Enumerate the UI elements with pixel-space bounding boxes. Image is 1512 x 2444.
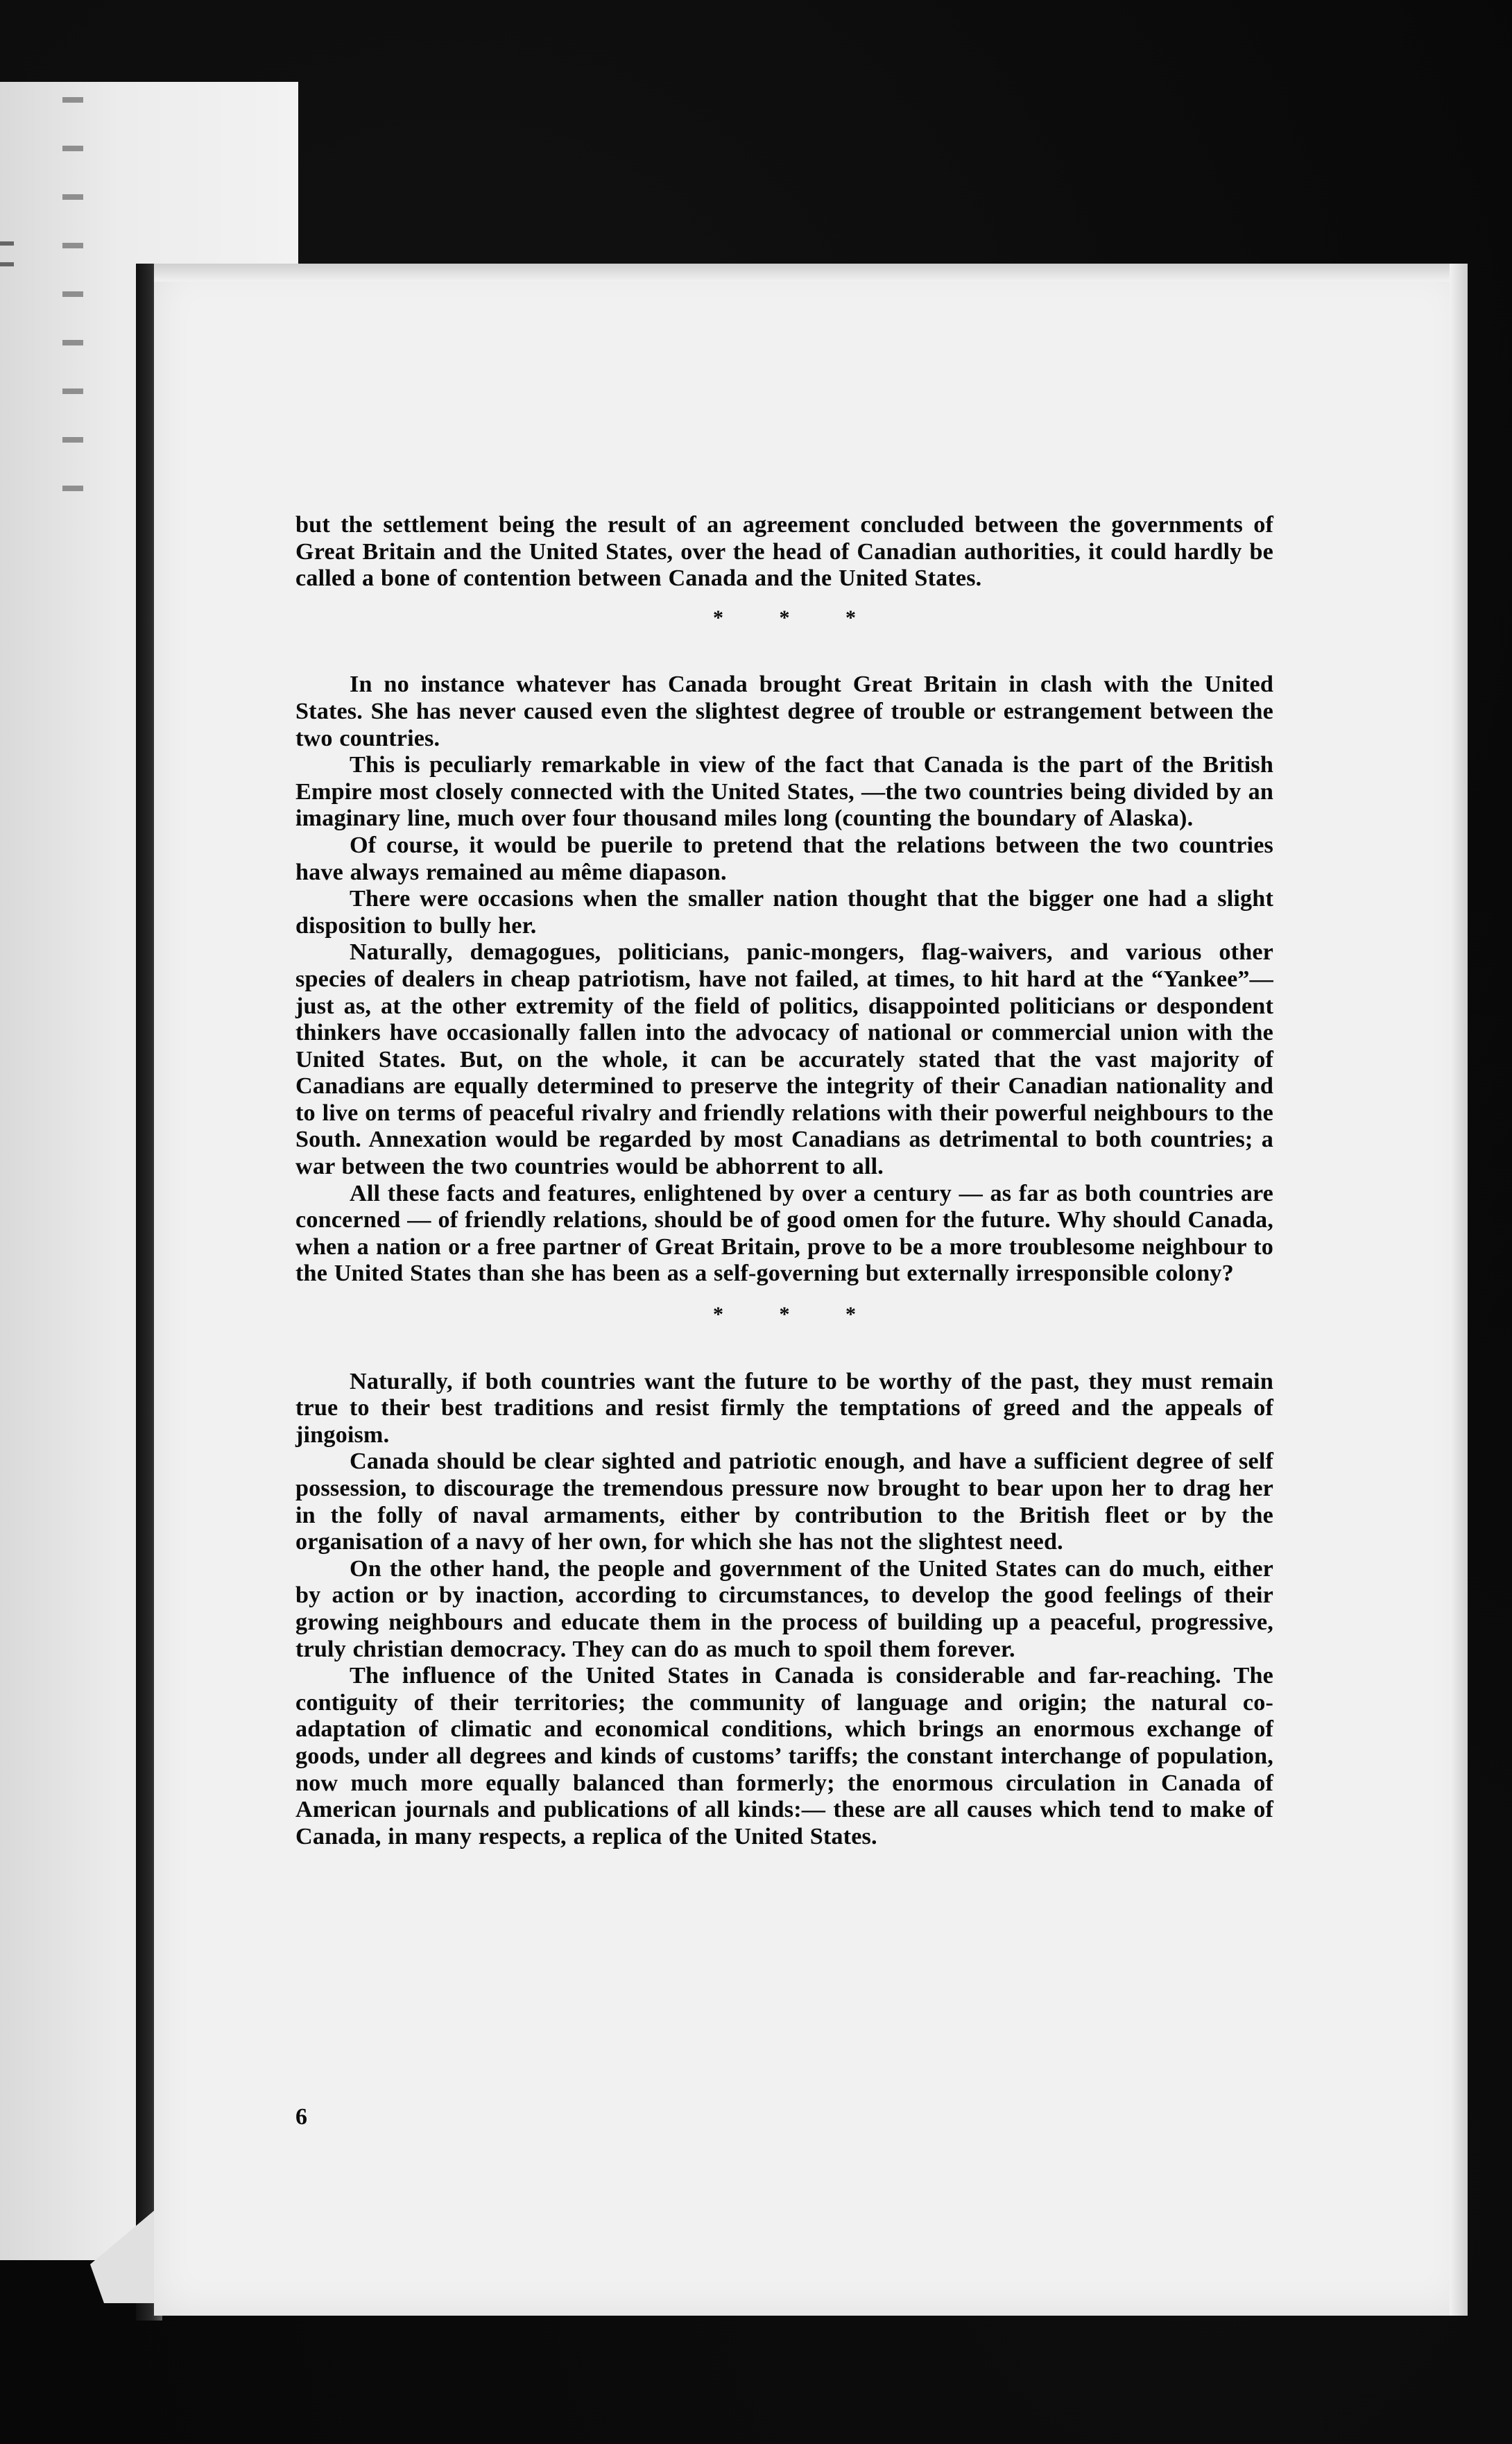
section-separator: * * * — [713, 1303, 881, 1326]
binding-marks — [62, 82, 83, 498]
page-right-edge — [1450, 264, 1468, 2316]
paragraph: On the other hand, the people and government of the United States can do much, either by action or by inaction, according to circumstances, to develop the good feelings of their growing neighbours and educate them in the process of building up a peaceful, progressive, truly christian democracy. They can do as much to spoil them forever. — [295, 1555, 1273, 1662]
paragraph: Naturally, demagogues, politicians, panic-mongers, flag-waivers, and various other species of dealers in cheap patriotism, have not failed, at times, to hit hard at the “Yankee”—just as, at the other extremity of the field of politics, disappointed politicians or despondent thinkers have occasionally fallen into the advocacy of national or commercial union with the United States. But, on the whole, it can be accurately stated that the vast majority of Canadians are equally determined to preserve the integrity of their Canadian nationality and to live on terms of peaceful rivalry and friendly relations with their powerful neighbours to the South. Annexation would be regarded by most Canadians as detrimental to both countries; a war between the two countries would be abhorrent to all. — [295, 939, 1273, 1180]
paragraph: In no instance whatever has Canada brought Great Britain in clash with the United States. She has never caused even the slightest degree of trouble or estrangement between the two countries. — [295, 672, 1273, 751]
paragraph: but the settlement being the result of an agreement concluded between the governments of Great Britain and the United States, over the head of Canadian authorities, it could hardly be called a bone of contention between Canada and the United States. — [295, 512, 1273, 592]
paragraph: There were occasions when the smaller nation thought that the bigger one had a slight disposition to bully her. — [295, 886, 1273, 939]
paragraph: The influence of the United States in Canada is considerable and far-reaching. The contiguity of their territories; the community of language and origin; the natural co-adaptation of climatic and economical conditions, which brings an enormous exchange of goods, under all degrees and kinds of customs’ tariffs; the constant interchange of population, now much more equally balanced than formerly; the enormous circulation in Canada of American journals and publications of all kinds:— these are all causes which tend to make of Canada, in many respects, a replica of the United States. — [295, 1663, 1273, 1849]
paragraph: Naturally, if both countries want the future to be worthy of the past, they must remain true to their best traditions and resist firmly the temptations of greed and the appeals of jingoism. — [295, 1368, 1273, 1448]
paragraph: All these facts and features, enlightened by over a century — as far as both countries are concerned — of friendly relations, should be of good omen for the future. Why should Canada, when a nation or a free partner of Great Britain, prove to be a more troublesome neighbour to the United States than she has been as a self-governing but externally irresponsible colony? — [295, 1180, 1273, 1287]
edge-mark — [0, 262, 14, 266]
page-top-edge — [154, 264, 1468, 282]
edge-mark — [0, 241, 14, 246]
body-text — [295, 512, 1273, 1850]
section-separator: * * * — [713, 606, 881, 629]
paragraph: Canada should be clear sighted and patriotic enough, and have a sufficient degree of self possession, to discourage the tremendous pressure now brought to bear upon her to drag her in the folly of naval armaments, either by contribution to the British fleet or by the organisation of a navy of her own, for which she has not the slightest need. — [295, 1449, 1273, 1555]
page-number: 6 — [295, 2104, 307, 2130]
paragraph: This is peculiarly remarkable in view of the fact that Canada is the part of the British Empire most closely connected with the United States, —the two countries being divided by an imaginary line, much over four thousand miles long (counting the boundary of Alaska). — [295, 752, 1273, 832]
paragraph: Of course, it would be puerile to pretend that the relations between the two countries have always remained au même diapason. — [295, 832, 1273, 885]
